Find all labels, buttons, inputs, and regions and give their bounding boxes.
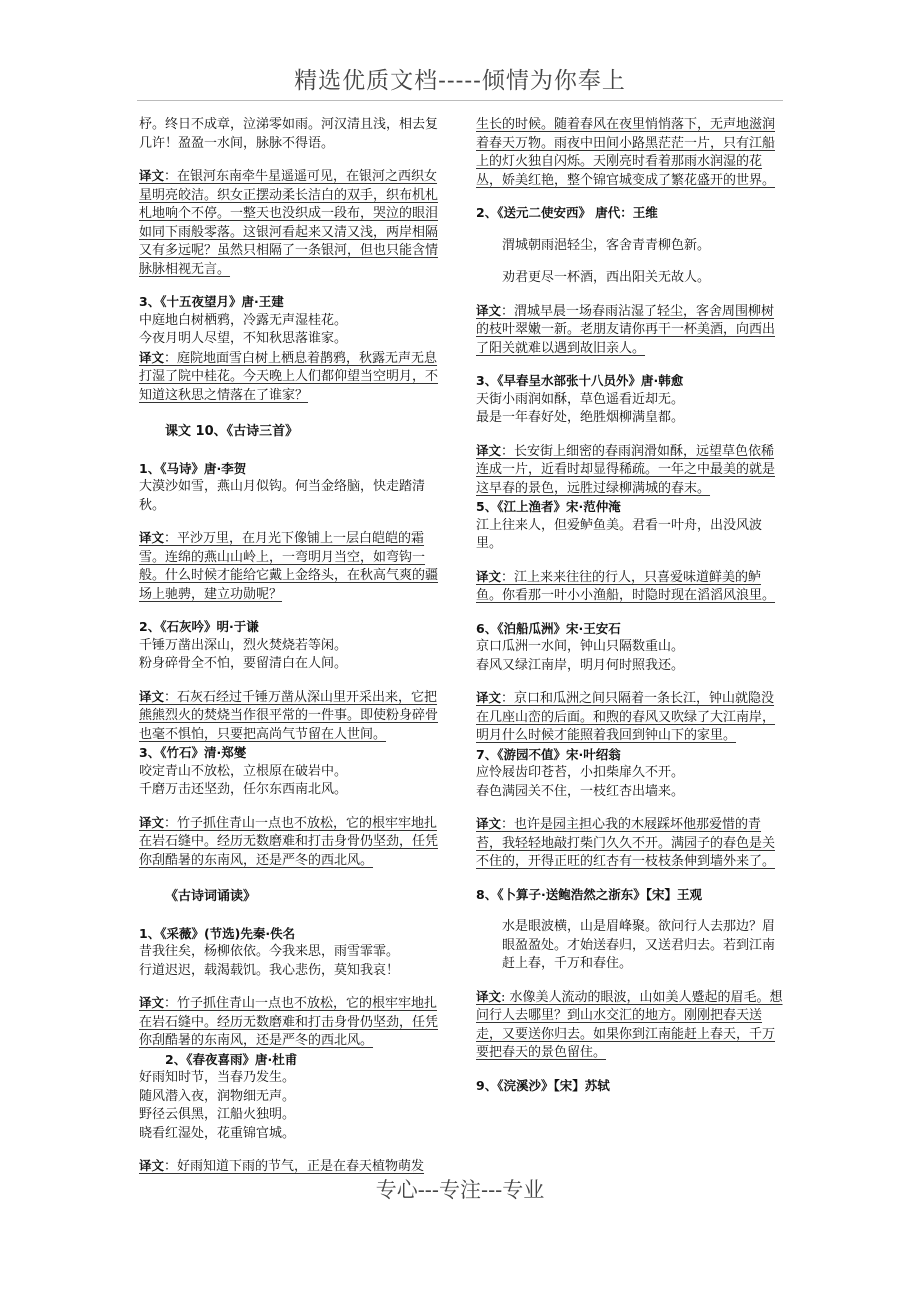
translation-label: 译文 — [139, 814, 165, 830]
translation-text: ：竹子抓住青山一点也不放松，它的根牢牢地扎在岩石缝中。经历无数磨难和打击身骨仍坚劲，任凭你刮酷暑的东南风，还是严冬的西北风。 — [139, 815, 439, 868]
translation-label: 译文 — [139, 995, 165, 1010]
translation-text: ：庭院地面雪白树上栖息着鹊鸦，秋露无声无息打湿了院中桂花。今天晚上人们都仰望当空明月，不知道这秋思之情落在了谁家？ — [139, 350, 439, 403]
translation — [476, 988, 786, 1063]
poem-title: 2、《石灰吟》明·于谦 — [139, 619, 259, 634]
translation — [476, 568, 786, 606]
poem-title: 2、《送元二使安西》 唐代：王维 — [476, 205, 658, 220]
translation — [139, 167, 447, 279]
right-column — [476, 116, 786, 1095]
poem-line: 京口瓜洲一水间，钟山只隔数重山。 — [476, 639, 685, 654]
page-header: 精选优质文档-----倾情为你奉上 — [294, 68, 626, 94]
translation-label: 译文 — [139, 530, 165, 545]
poem-line: 春色满园关不住，一枝红杏出墙来。 — [476, 783, 685, 799]
poem-line: 江上往来人，但爱鲈鱼美。君看一叶舟，出没风波里。 — [476, 517, 763, 551]
poem-line: 应怜屐齿印苍苔，小扣柴扉久不开。 — [476, 765, 685, 780]
poem-continuation: 杼。终日不成章，泣涕零如雨。河汉清且浅，相去复几许！盈盈一水间，脉脉不得语。 — [139, 117, 439, 151]
translation-text: ：好雨知道下雨的节气，正是在春天植物萌发 — [164, 1159, 425, 1174]
translation-text: ：长安街上细密的春雨润滑如酥，远望草色依稀连成一片，近看时却显得稀疏。一年之中最美的就是这早春的景色，远胜过绿柳满城的春末。 — [476, 443, 776, 496]
translation-text: ：平沙万里，在月光下像铺上一层白皑皑的霜雪。连绵的燕山山岭上，一弯明月当空，如弯钩一般。什么时候才能给它戴上金络头，在秋高气爽的疆场上驰骋，建立功勋呢？ — [139, 531, 439, 602]
poem-title: 1、《马诗》唐·李贺 — [139, 460, 247, 476]
translation-text: ：江上来来往往的行人，只喜爱味道鲜美的鲈鱼。你看那一叶小小渔船，时隐时现在滔滔风浪里。 — [476, 569, 776, 603]
translation-label: 译文 — [476, 442, 502, 458]
translation-label: 译文 — [139, 688, 165, 704]
poem-title: 3、《早春呈水部张十八员外》唐·韩愈 — [476, 373, 684, 388]
translation-label: 译文 — [476, 568, 502, 584]
poem-line: 千磨万击还坚劲，任尔东西南北风。 — [139, 782, 348, 797]
page-footer: 专心---专注---专业 — [375, 1178, 545, 1202]
translation-label: 译文 — [476, 816, 502, 831]
poem-title: 8、《卜算子·送鲍浩然之浙东》【宋】王观 — [476, 886, 702, 902]
poem-title: 3、《竹石》清·郑燮 — [139, 745, 247, 760]
poem-line: 大漠沙如雪，燕山月似钩。何当金络脑，快走踏清秋。 — [139, 479, 426, 513]
translation — [476, 442, 786, 499]
poem-title: 3、《十五夜望月》唐·王建 — [139, 294, 284, 309]
poem-line: 水是眼波横，山是眉峰聚。欲问行人去那边？眉眼盈盈处。才始送春归，又送君归去。若到江南赶上春，千万和春住。 — [502, 919, 776, 971]
poem-line: 粉身碎骨全不怕，要留清白在人间。 — [139, 656, 348, 671]
poem-line: 昔我往矣，杨柳依依。今我来思，雨雪霏霏。 — [139, 944, 400, 959]
translation-label: 译文 — [139, 168, 165, 183]
translation-label: 译文 — [476, 302, 502, 318]
poem-line: 天街小雨润如酥，草色遥看近却无。 — [476, 391, 685, 407]
translation — [139, 349, 447, 406]
translation — [476, 302, 786, 359]
poem-line: 春风又绿江南岸，明月何时照我还。 — [476, 657, 685, 673]
poem-line: 今夜月明人尽望，不知秋思落谁家。 — [139, 331, 348, 346]
translation-text: ：石灰石经过千锤万凿从深山里开采出来，它把熊熊烈火的焚烧当作很平常的一件事。即使粉身碎骨也毫不惧怕，只要把高尚气节留在人世间。 — [139, 689, 439, 742]
poem-title: 9、《浣溪沙》【宋】苏轼 — [476, 1077, 610, 1093]
translation — [476, 815, 786, 872]
poem-line: 劝君更尽一杯酒，西出阳关无故人。 — [502, 270, 711, 285]
translation — [139, 994, 447, 1051]
poem-line: 中庭地白树栖鸦，冷露无声湿桂花。 — [139, 312, 348, 328]
translation — [139, 529, 447, 604]
poem-title: 6、《泊船瓜洲》宋·王安石 — [476, 620, 621, 636]
poem-title: 2、《春夜喜雨》唐·杜甫 — [165, 1051, 298, 1067]
translation-label: 译文 — [139, 1158, 165, 1173]
translation-text: ：渭城早晨一场春雨沾湿了轻尘，客舍周围柳树的枝叶翠嫩一新。老朋友请你再干一杯美酒，向西出了阳关就难以遇到故旧亲人。 — [476, 303, 776, 356]
translation-continuation: 生长的时候。随着春风在夜里悄悄落下，无声地滋润着春天万物。雨夜中田间小路黑茫茫一片，只有江船上的灯火独自闪烁。天刚亮时看着那雨水润湿的花丛，娇美红艳，整个锦官城变成了繁花盛开的世界。 — [476, 117, 776, 188]
translation-label: 译文 — [476, 988, 502, 1004]
translation — [139, 814, 447, 871]
translation-label: 译文 — [476, 690, 502, 705]
section-heading: 课文 10、《古诗三首》 — [165, 424, 299, 439]
poem-line: 最是一年春好处，绝胜烟柳满皇都。 — [476, 410, 685, 425]
poem-line: 咬定青山不放松，立根原在破岩中。 — [139, 763, 348, 779]
poem-line: 好雨知时节，当春乃发生。 — [139, 1070, 296, 1085]
header-divider — [137, 100, 783, 101]
section-heading: 《古诗词诵读》 — [165, 889, 257, 904]
poem-line: 野径云俱黑，江船火独明。 — [139, 1107, 296, 1122]
translation-text: ：在银河东南牵牛星遥遥可见，在银河之西织女星明亮皎洁。织女正摆动柔长洁白的双手，织布机札札地响个不停。一整天也没织成一段布，哭泣的眼泪如同下雨般零落。这银河看起来又清又浅，两岸相隔又有多远呢？虽然只相隔了一条银河，但也只能含情脉脉相视无言。 — [139, 169, 439, 277]
translation-text: : 水像美人流动的眼波，山如美人蹙起的眉毛。想问行人去哪里？到山水交汇的地方。刚刚把春天送走，又要送你归去。如果你到江南能赶上春天，千万要把春天的景色留住。 — [476, 989, 783, 1060]
left-column — [139, 116, 447, 1177]
poem-title: 5、《江上渔者》宋·范仲淹 — [476, 499, 621, 514]
translation-text: ：也许是园主担心我的木屐踩坏他那爱惜的青苔，我轻轻地敲打柴门久久不开。满园子的春色是关不住的，开得正旺的红杏有一枝枝条伸到墙外来了。 — [476, 817, 776, 869]
poem-line: 随风潜入夜，润物细无声。 — [139, 1088, 296, 1104]
translation-text: ：竹子抓住青山一点也不放松，它的根牢牢地扎在岩石缝中。经历无数磨难和打击身骨仍坚劲，任凭你刮酷暑的东南风，还是严冬的西北风。 — [139, 996, 439, 1048]
poem-line: 千锤万凿出深山，烈火焚烧若等闲。 — [139, 637, 348, 653]
translation-text: ：京口和瓜洲之间只隔着一条长江，钟山就隐没在几座山峦的后面。和煦的春风又吹绿了大江南岸，明月什么时候才能照着我回到钟山下的家里。 — [476, 691, 776, 743]
poem-line: 渭城朝雨浥轻尘，客舍青青柳色新。 — [502, 237, 711, 253]
poem-line: 行道迟迟，载渴载饥。我心悲伤，莫知我哀！ — [139, 962, 400, 978]
translation — [476, 689, 786, 746]
poem-title: 7、《游园不值》宋·叶绍翁 — [476, 746, 621, 762]
translation-label: 译文 — [139, 349, 165, 365]
poem-line: 晓看红湿处，花重锦官城。 — [139, 1125, 296, 1141]
translation — [139, 688, 447, 745]
poem-title: 1、《采薇》(节选)先秦·佚名 — [139, 925, 296, 941]
